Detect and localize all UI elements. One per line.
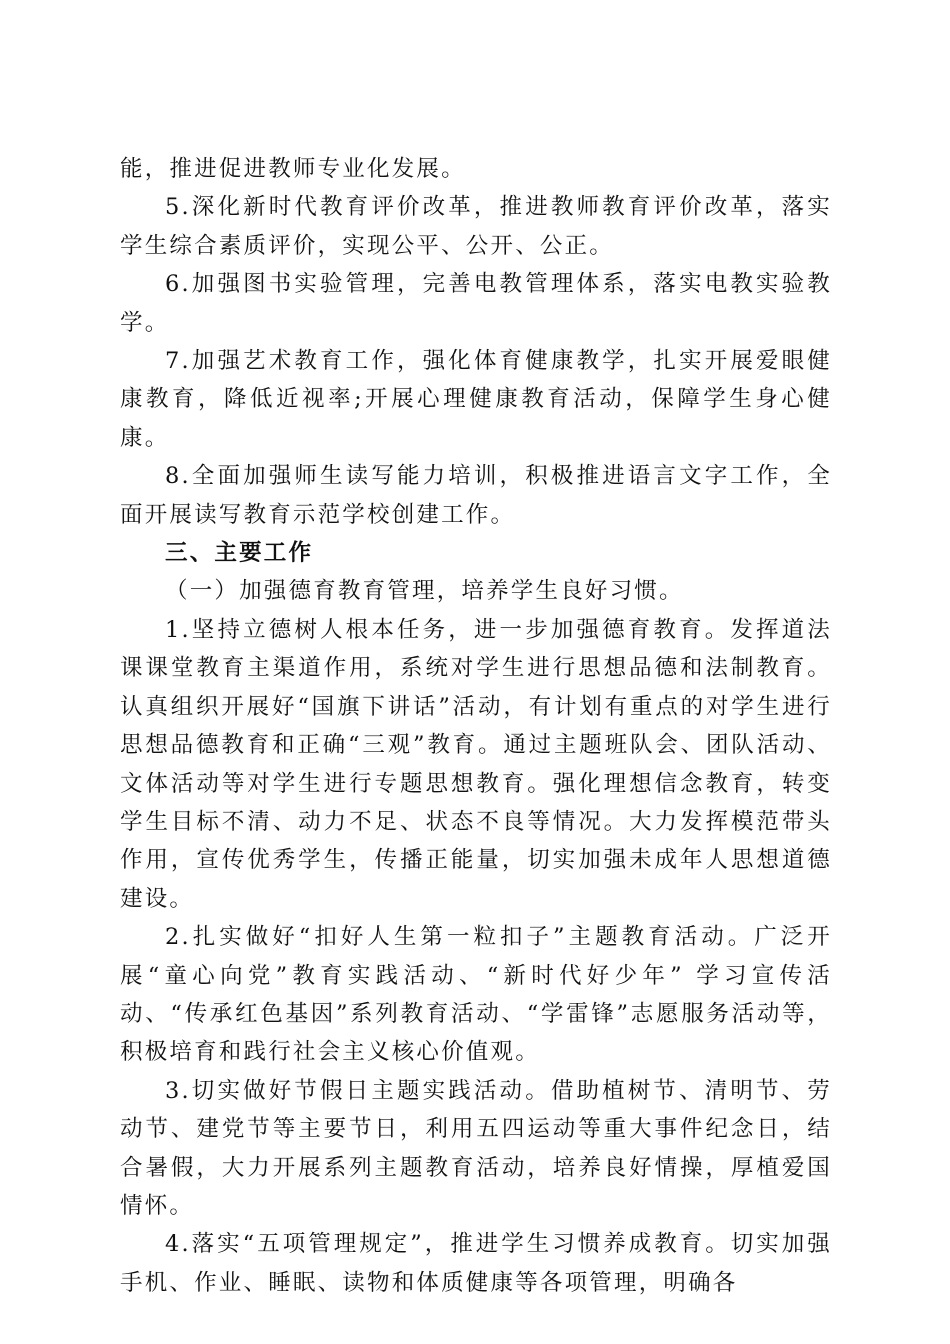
document-body — [120, 150, 832, 1302]
section-heading-main-work: 三、主要工作 — [165, 540, 314, 567]
paragraph-item-5: 5.深化新时代教育评价改革，推进教师教育评价改革，落实学生综合素质评价，实现公平、公开、公正。 — [120, 194, 832, 259]
paragraph-work-1: 1.坚持立德树人根本任务，进一步加强德育教育。发挥道法课课堂教育主渠道作用，系统对学生进行思想品德和法制教育。认真组织开展好“国旗下讲话”活动，有计划有重点的对学生进行思想品德教育和正确“三观”教育。通过主题班队会、团队活动、文体活动等对学生进行专题思想教育。强化理想信念教育，转变学生目标不清、动力不足、状态不良等情况。大力发挥模范带头作用，宣传优秀学生，传播正能量，切实加强未成年人思想道德建设。 — [120, 616, 832, 912]
paragraph-work-3: 3.切实做好节假日主题实践活动。借助植树节、清明节、劳动节、建党节等主要节日，利用五四运动等重大事件纪念日，结合暑假，大力开展系列主题教育活动，培养良好情操，厚植爱国情怀。 — [120, 1077, 832, 1219]
paragraph-item-8: 8.全面加强师生读写能力培训，积极推进语言文字工作，全面开展读写教育示范学校创建工作。 — [120, 463, 832, 528]
paragraph-item-6: 6.加强图书实验管理，完善电教管理体系，落实电教实验教学。 — [120, 271, 832, 336]
paragraph-item-7: 7.加强艺术教育工作，强化体育健康教学，扎实开展爱眼健康教育，降低近视率;开展心理健康教育活动，保障学生身心健康。 — [120, 348, 832, 451]
paragraph-work-4: 4.落实“五项管理规定”，推进学生习惯养成教育。切实加强手机、作业、睡眠、读物和体质健康等各项管理，明确各 — [120, 1231, 832, 1296]
subsection-heading-moral-education: （一）加强德育教育管理，培养学生良好习惯。 — [165, 578, 684, 605]
paragraph-continuation: 能，推进促进教师专业化发展。 — [120, 156, 466, 182]
paragraph-work-2: 2.扎实做好“扣好人生第一粒扣子”主题教育活动。广泛开展“童心向党”教育实践活动、“新时代好少年” 学习宣传活动、“传承红色基因”系列教育活动、“学雷锋”志愿服务活动等，积极培育和践行社会主义核心价值观。 — [120, 924, 832, 1066]
